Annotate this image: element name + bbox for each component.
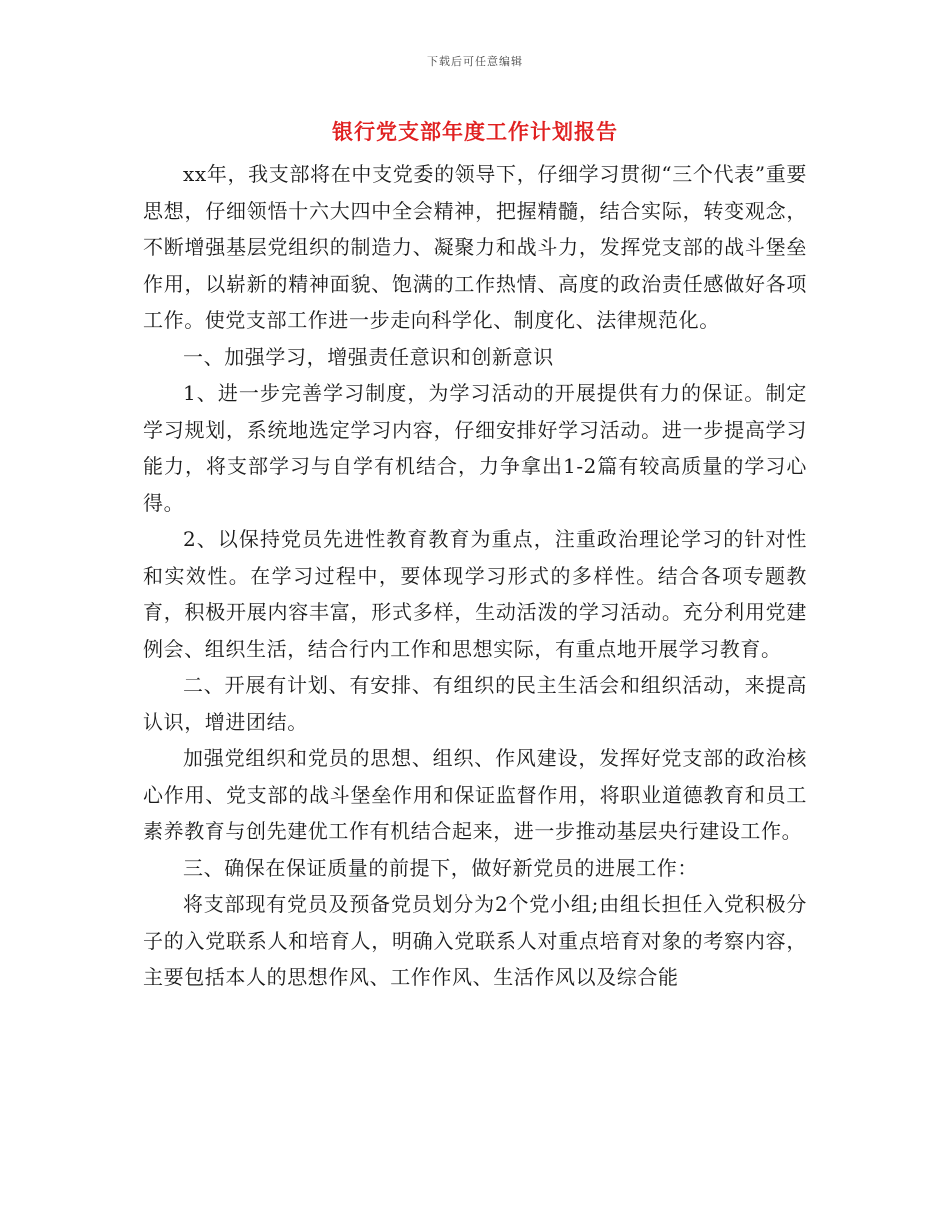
document-body [143, 156, 807, 996]
section-heading-1: 一、加强学习，增强责任意识和创新意识 [183, 344, 554, 369]
document-title: 银行党支部年度工作计划报告 [332, 119, 618, 144]
paragraph-1-1: 1、进一步完善学习制度，为学习活动的开展提供有力的保证。制定学习规划，系统地选定学习内容，仔细安排好学习活动。进一步提高学习能力，将支部学习与自学有机结合，力争拿出1-2篇有较高质量的学习心得。 [143, 381, 807, 515]
paragraph-1-2: 2、以保持党员先进性教育教育为重点，注重政治理论学习的针对性和实效性。在学习过程中，要体现学习形式的多样性。结合各项专题教育，积极开展内容丰富，形式多样，生动活泼的学习活动。充分利用党建例会、组织生活，结合行内工作和思想实际，有重点地开展学习教育。 [143, 527, 807, 661]
paragraph-2: 加强党组织和党员的思想、组织、作风建设，发挥好党支部的政治核心作用、党支部的战斗堡垒作用和保证监督作用，将职业道德教育和员工素养教育与创先建优工作有机结合起来，进一步推动基层央行建设工作。 [143, 746, 807, 843]
section-heading-3: 三、确保在保证质量的前提下，做好新党员的进展工作： [183, 855, 698, 880]
section-heading-2: 二、开展有计划、有安排、有组织的民主生活会和组织活动，来提高认识，增进团结。 [143, 673, 807, 734]
header-note: 下载后可任意编辑 [427, 55, 523, 68]
paragraph-intro: xx年，我支部将在中支党委的领导下，仔细学习贯彻“三个代表”重要思想，仔细领悟十六大四中全会精神，把握精髓，结合实际，转变观念，不断增强基层党组织的制造力、凝聚力和战斗力，发挥党支部的战斗堡垒作用，以崭新的精神面貌、饱满的工作热情、高度的政治责任感做好各项工作。使党支部工作进一步走向科学化、制度化、法律规范化。 [143, 162, 807, 332]
paragraph-3: 将支部现有党员及预备党员划分为2个党小组;由组长担任入党积极分子的入党联系人和培育人，明确入党联系人对重点培育对象的考察内容，主要包括本人的思想作风、工作作风、生活作风以及综合能 [143, 892, 807, 989]
